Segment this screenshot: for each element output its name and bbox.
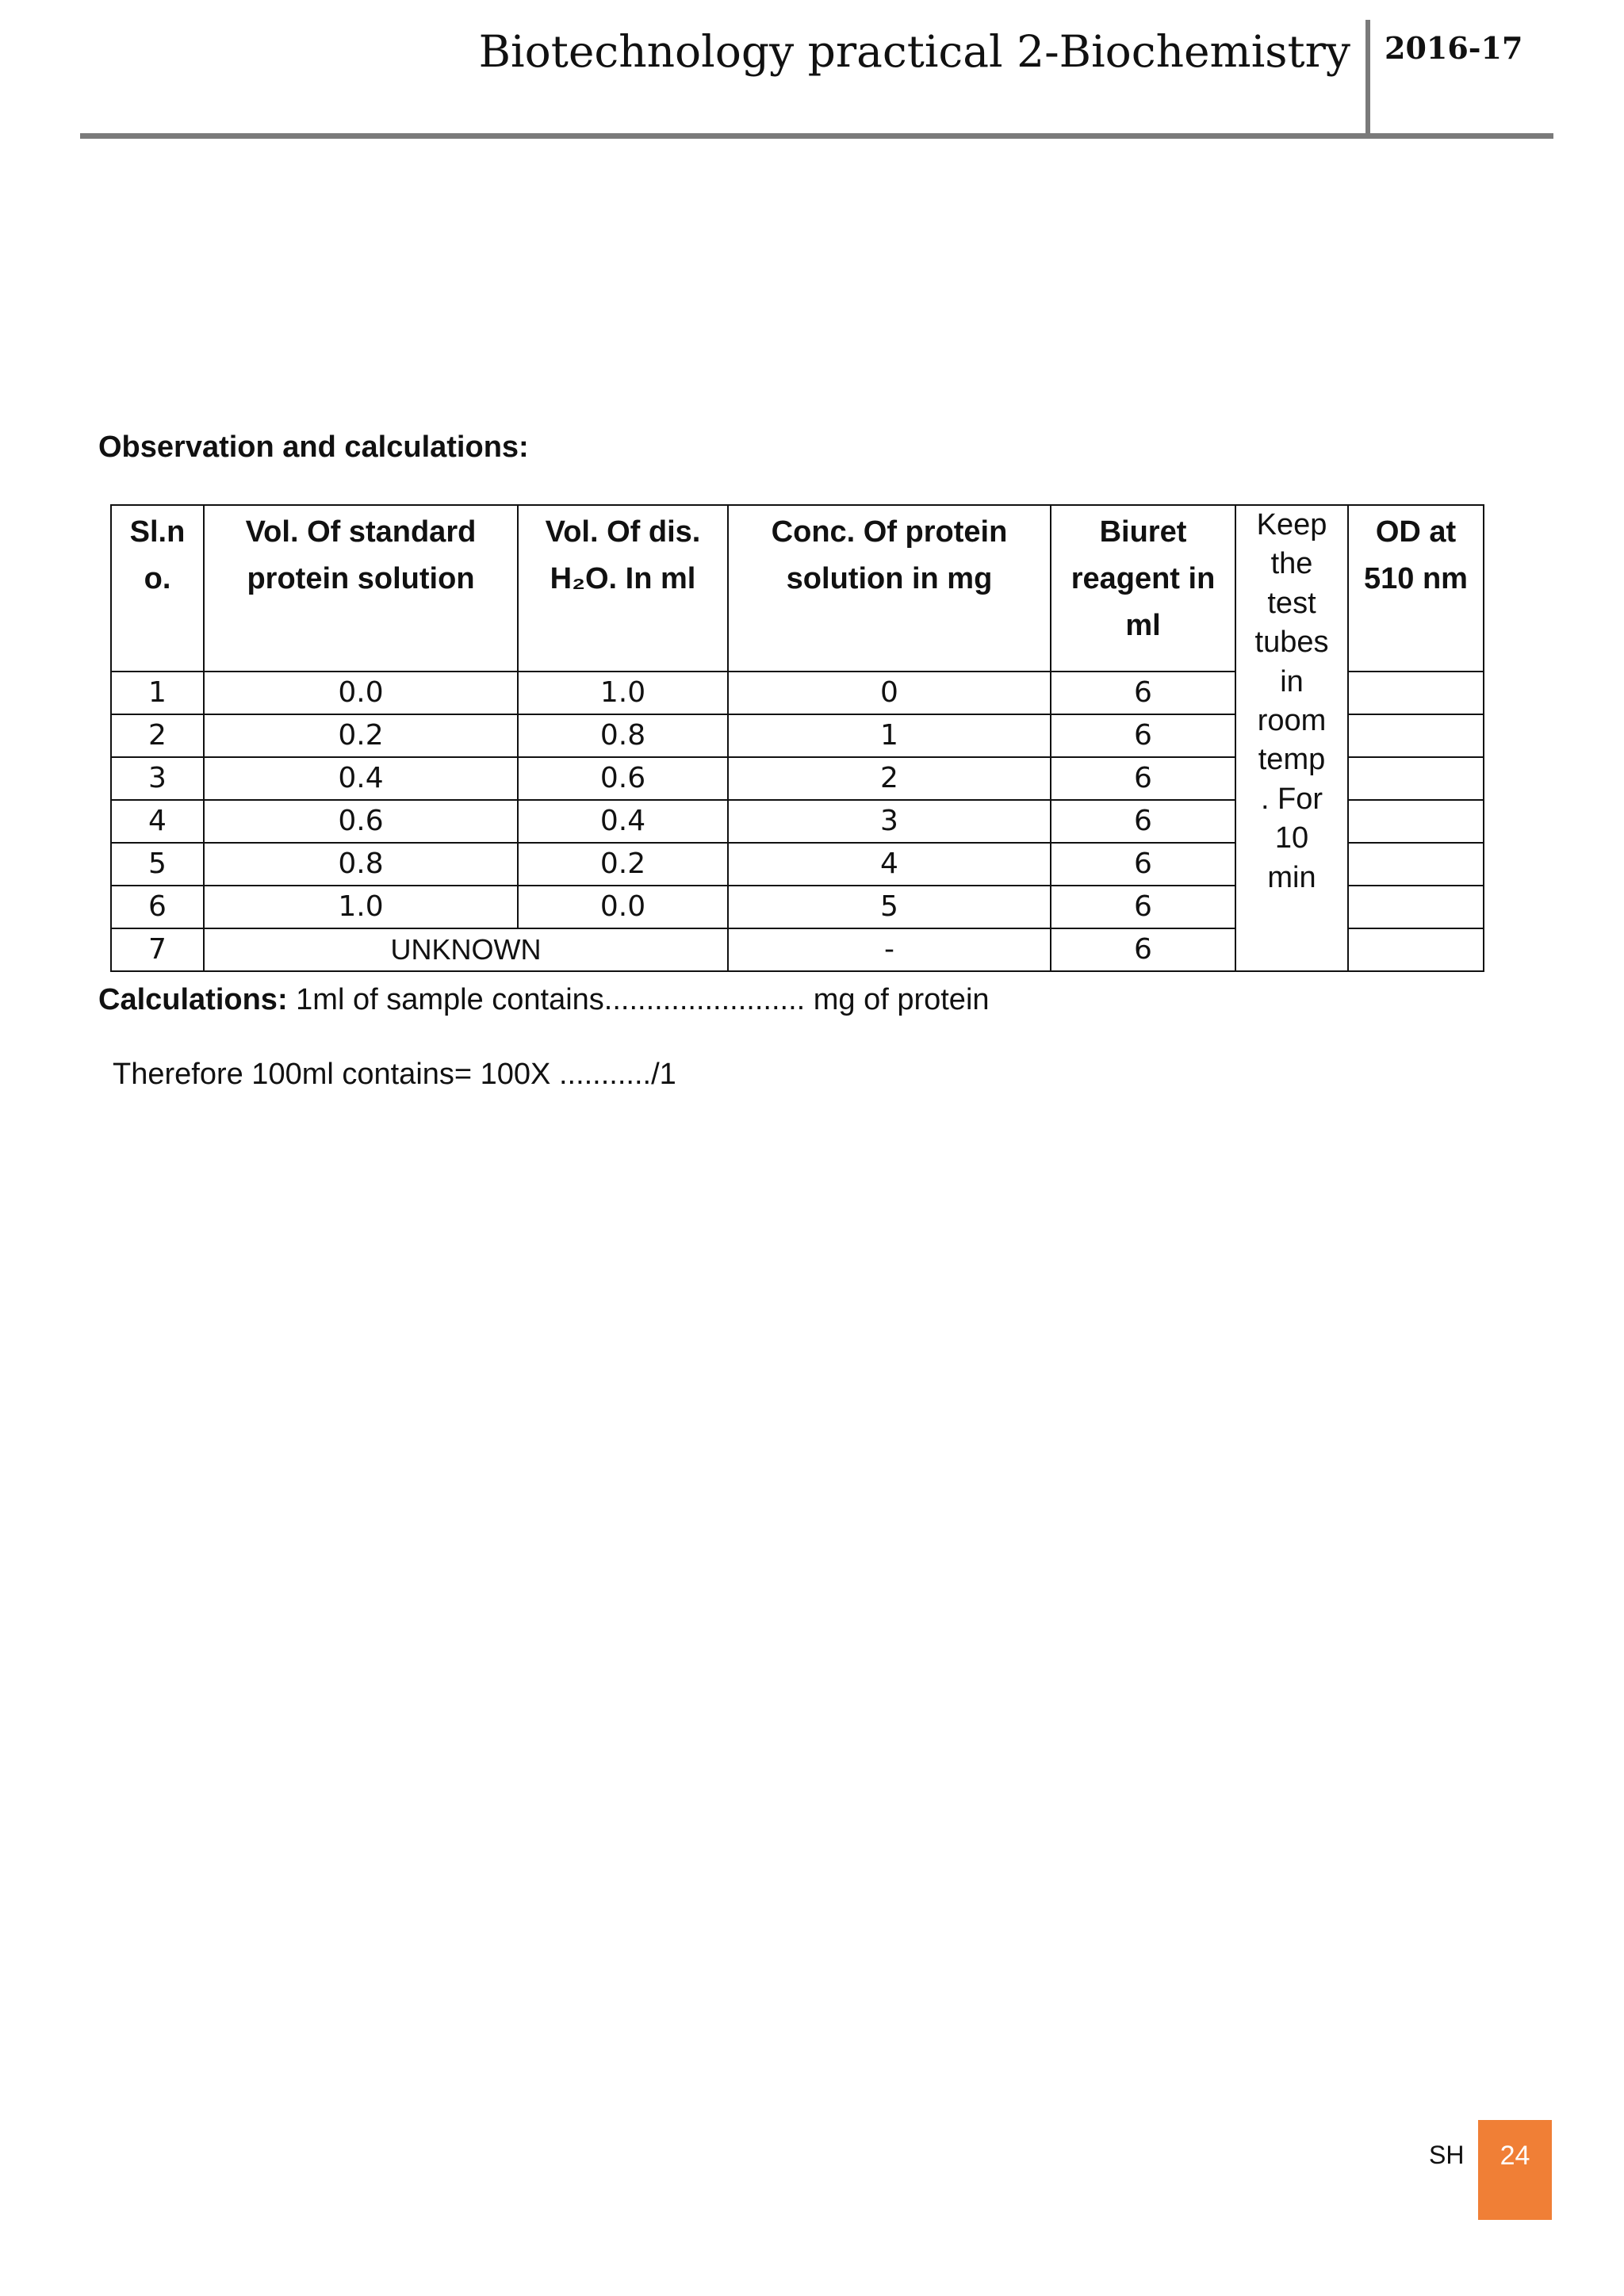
page-number: 24 [1500,2141,1530,2171]
footer-initials: SH [1429,2141,1465,2169]
cell-unknown-label: UNKNOWN [204,928,728,971]
cell-sl: 4 [111,800,204,843]
cell-vol-standard: 0.0 [204,672,518,714]
cell-vol-standard: 0.2 [204,714,518,757]
cell-sl: 3 [111,757,204,800]
header-conc-protein: Conc. Of protein solution in mg [728,505,1051,672]
page-number-box [1478,2120,1552,2220]
cell-sl: 6 [111,886,204,928]
section-heading: Observation and calculations: [98,430,529,464]
header-vol-standard: Vol. Of standard protein solution [204,505,518,672]
cell-conc: 0 [728,672,1051,714]
cell-od[interactable] [1348,757,1484,800]
header-title: Biotechnology practical 2-Biochemistry [478,26,1350,77]
cell-vol-water: 0.0 [518,886,728,928]
calculations-label: Calculations: [98,983,288,1016]
cell-biuret: 6 [1051,886,1235,928]
cell-biuret: 6 [1051,843,1235,886]
incubation-note: Keep the test tubes in room temp . For 10 min [1235,505,1348,971]
cell-conc: 5 [728,886,1051,928]
observation-table [110,504,1484,972]
header-year: 2016-17 [1385,30,1523,66]
cell-od[interactable] [1348,800,1484,843]
cell-biuret: 6 [1051,800,1235,843]
cell-vol-standard: 0.6 [204,800,518,843]
cell-od[interactable] [1348,928,1484,971]
header-od: OD at 510 nm [1348,505,1484,672]
cell-conc: - [728,928,1051,971]
cell-vol-standard: 1.0 [204,886,518,928]
cell-biuret: 6 [1051,672,1235,714]
cell-conc: 4 [728,843,1051,886]
cell-od[interactable] [1348,672,1484,714]
cell-vol-water: 0.6 [518,757,728,800]
cell-conc: 2 [728,757,1051,800]
cell-biuret: 6 [1051,714,1235,757]
cell-sl: 7 [111,928,204,971]
cell-conc: 3 [728,800,1051,843]
cell-od[interactable] [1348,714,1484,757]
cell-biuret: 6 [1051,757,1235,800]
cell-conc: 1 [728,714,1051,757]
cell-sl: 5 [111,843,204,886]
header-sl-no: Sl.n o. [111,505,204,672]
cell-vol-water: 0.2 [518,843,728,886]
cell-od[interactable] [1348,886,1484,928]
cell-vol-water: 1.0 [518,672,728,714]
header-divider-horizontal [80,133,1553,139]
cell-sl: 1 [111,672,204,714]
cell-vol-standard: 0.8 [204,843,518,886]
cell-sl: 2 [111,714,204,757]
table-header-row [111,505,1484,672]
calculations-line [98,985,990,1015]
cell-vol-water: 0.8 [518,714,728,757]
therefore-line: Therefore 100ml contains= 100X .........../1 [113,1058,676,1091]
header-divider-vertical [1365,20,1370,136]
calculations-text: 1ml of sample contains........................ mg of protein [287,983,990,1016]
cell-biuret: 6 [1051,928,1235,971]
header-biuret: Biuret reagent in ml [1051,505,1235,672]
cell-vol-standard: 0.4 [204,757,518,800]
header-vol-water: Vol. Of dis. H₂O. In ml [518,505,728,672]
cell-vol-water: 0.4 [518,800,728,843]
cell-od[interactable] [1348,843,1484,886]
